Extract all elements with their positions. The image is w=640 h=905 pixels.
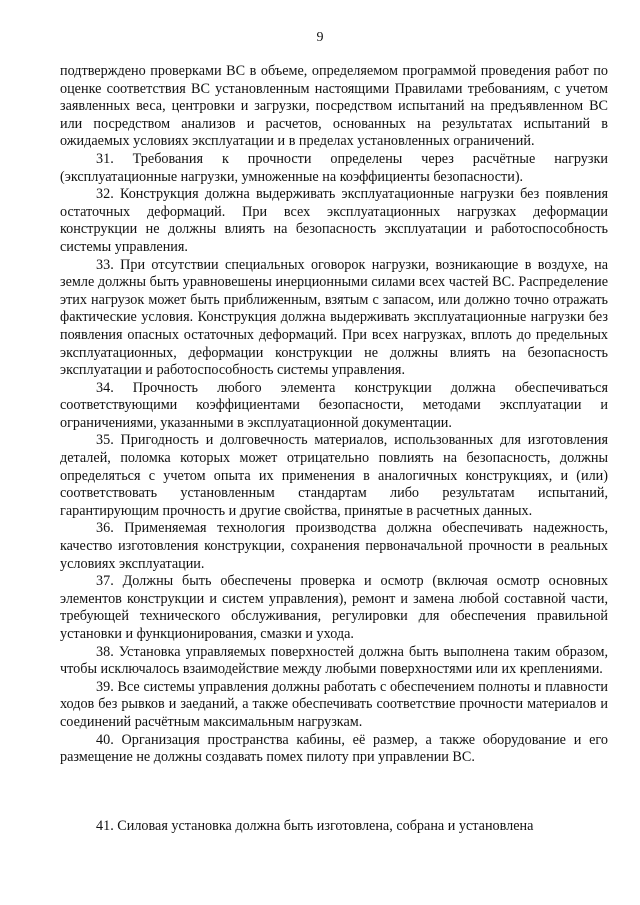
document-body	[60, 63, 608, 767]
paragraph-40: 40. Организация пространства кабины, её размер, а также оборудование и его размещение не должны создавать помех пилоту при управлении ВС.	[60, 731, 608, 766]
paragraph-34: 34. Прочность любого элемента конструкции должна обеспечиваться соответствующими коэффициентами безопасности, методами эксплуатации и ограничениями, указанными в эксплуатационной документации.	[60, 379, 608, 431]
paragraph-32: 32. Конструкция должна выдерживать эксплуатационные нагрузки без появления остаточных деформаций. При всех эксплуатационных нагрузках деформации конструкции не должны влиять на безопасность эксплуатации и работоспособность системы управления.	[60, 186, 608, 255]
paragraph-38: 38. Установка управляемых поверхностей должна быть выполнена таким образом, чтобы исключалось взаимодействие между любыми поверхностями или их креплениями.	[60, 643, 608, 678]
paragraph-39: 39. Все системы управления должны работать с обеспечением полноты и плавности ходов без рывков и заеданий, а также обеспечивать соответствие прочности материалов и соединений расчётным максимальным нагрузкам.	[60, 678, 608, 730]
paragraph-41-start: 41. Силовая установка должна быть изготовлена, собрана и установлена	[96, 818, 534, 834]
paragraph-continuation: подтверждено проверками ВС в объеме, определяемом программой проведения работ по оценке соответствия ВС установленным настоящими Правилами требованиям, с учетом заявленных веса, центровки и загрузки, посредством испытаний на предъявленном ВС или посредством анализов и расчетов, основанных на результатах испытаний в ожидаемых условиях эксплуатации и в пределах установленных ограничений.	[60, 63, 608, 150]
paragraph-33: 33. При отсутствии специальных оговорок нагрузки, возникающие в воздухе, на земле должны быть уравновешены инерционными силами всех частей ВС. Распределение этих нагрузок может быть приближенным, взятым с запасом, или должно точно отражать фактические условия. Конструкция должна выдерживать эксплуатационные нагрузки без появления опасных остаточных деформаций. При всех нагрузках, вплоть до предельных эксплуатационных, деформации конструкции не должны влиять на безопасность эксплуатации и работоспособность системы управления.	[60, 256, 608, 379]
paragraph-36: 36. Применяемая технология производства должна обеспечивать надежность, качество изготовления конструкции, сохранения первоначальной прочности в реальных условиях эксплуатации.	[60, 520, 608, 572]
paragraph-35: 35. Пригодность и долговечность материалов, использованных для изготовления деталей, поломка которых может отрицательно повлиять на безопасность, должны определяться с учетом опыта их применения в аналогичных конструкциях, и (или) соответствовать установленным стандартам либо результатам испытаний, гарантирующим прочность и другие свойства, принятые в расчетных данных.	[60, 432, 608, 519]
page-number: 9	[316, 30, 324, 45]
paragraph-31: 31. Требования к прочности определены через расчётные нагрузки (эксплуатационные нагрузки, умноженные на коэффициенты безопасности).	[60, 150, 608, 185]
paragraph-37: 37. Должны быть обеспечены проверка и осмотр (включая осмотр основных элементов конструкции и систем управления), ремонт и замена любой составной части, требующей технического обслуживания, регулировки для обеспечения правильной установки и функционирования, смазки и ухода.	[60, 573, 608, 642]
